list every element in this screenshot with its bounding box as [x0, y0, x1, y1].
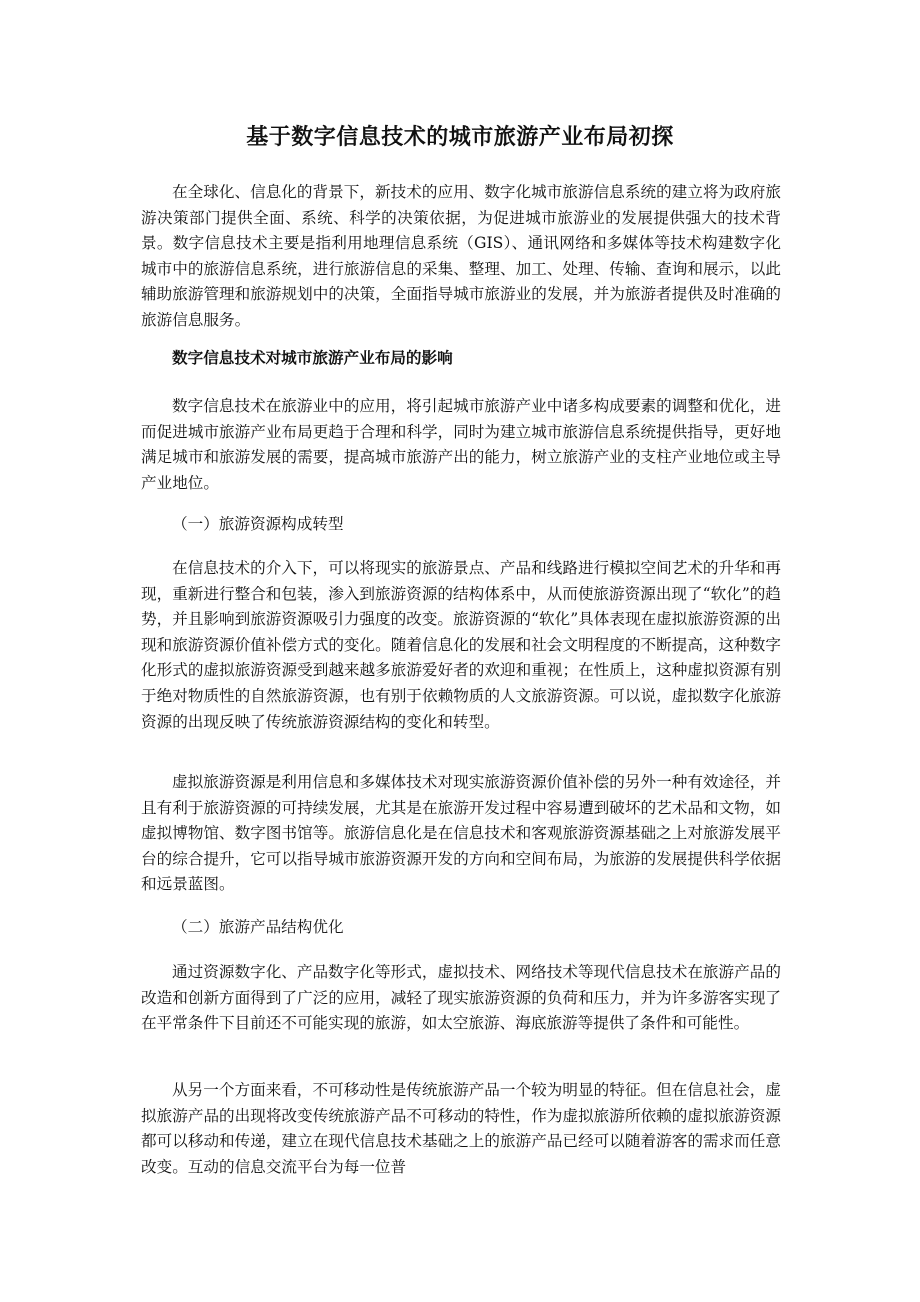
document-title: 基于数字信息技术的城市旅游产业布局初探 [246, 124, 674, 150]
section-heading-impact: 数字信息技术对城市旅游产业布局的影响 [172, 348, 453, 367]
subsection-paragraph-products-2: 从另一个方面来看，不可移动性是传统旅游产品一个较为明显的特征。但在信息社会，虚拟旅游产品的出现将改变传统旅游产品不可移动的特性，作为虚拟旅游所依赖的虚拟旅游资源都可以移动和传递，建立在现代信息技术基础之上的旅游产品已经可以随着游客的需求而任意改变。互动的信息交流平台为每一位普 [141, 1081, 781, 1176]
subsection-paragraph-products-1: 通过资源数字化、产品数字化等形式，虚拟技术、网络技术等现代信息技术在旅游产品的改造和创新方面得到了广泛的应用，减轻了现实旅游资源的负荷和压力，并为许多游客实现了在平常条件下目前还不可能实现的旅游，如太空旅游、海底旅游等提供了条件和可能性。 [141, 963, 781, 1033]
subsection-paragraph-resources-2: 虚拟旅游资源是利用信息和多媒体技术对现实旅游资源价值补偿的另外一种有效途径，并且有利于旅游资源的可持续发展，尤其是在旅游开发过程中容易遭到破坏的艺术品和文物，如虚拟博物馆、数字图书馆等。旅游信息化是在信息技术和客观旅游资源基础之上对旅游发展平台的综合提升，它可以指导城市旅游资源开发的方向和空间布局，为旅游的发展提供科学依据和远景蓝图。 [141, 773, 781, 894]
section-paragraph-impact: 数字信息技术在旅游业中的应用，将引起城市旅游产业中诸多构成要素的调整和优化，进而促进城市旅游产业布局更趋于合理和科学，同时为建立城市旅游信息系统提供指导，更好地满足城市和旅游发展的需要，提高城市旅游产出的能力，树立旅游产业的支柱产业地位或主导产业地位。 [141, 397, 781, 492]
subsection-heading-products: （二）旅游产品结构优化 [172, 918, 344, 936]
subsection-paragraph-resources-1: 在信息技术的介入下，可以将现实的旅游景点、产品和线路进行模拟空间艺术的升华和再现，重新进行整合和包装，渗入到旅游资源的结构体系中，从而使旅游资源出现了“软化”的趋势，并且影响到旅游资源吸引力强度的改变。旅游资源的“软化”具体表现在虚拟旅游资源的出现和旅游资源价值补偿方式的变化。随着信息化的发展和社会文明程度的不断提高，这种数字化形式的虚拟旅游资源受到越来越多旅游爱好者的欢迎和重视；在性质上，这种虚拟资源有别于绝对物质性的自然旅游资源，也有别于依赖物质的人文旅游资源。可以说，虚拟数字化旅游资源的出现反映了传统旅游资源结构的变化和转型。 [141, 559, 781, 731]
intro-paragraph: 在全球化、信息化的背景下，新技术的应用、数字化城市旅游信息系统的建立将为政府旅游决策部门提供全面、系统、科学的决策依据，为促进城市旅游业的发展提供强大的技术背景。数字信息技术主要是指利用地理信息系统（GIS）、通讯网络和多媒体等技术构建数字化城市中的旅游信息系统，进行旅游信息的采集、整理、加工、处理、传输、查询和展示，以此辅助旅游管理和旅游规划中的决策，全面指导城市旅游业的发展，并为旅游者提供及时准确的旅游信息服务。 [141, 183, 781, 329]
subsection-heading-resources: （一）旅游资源构成转型 [172, 515, 344, 533]
